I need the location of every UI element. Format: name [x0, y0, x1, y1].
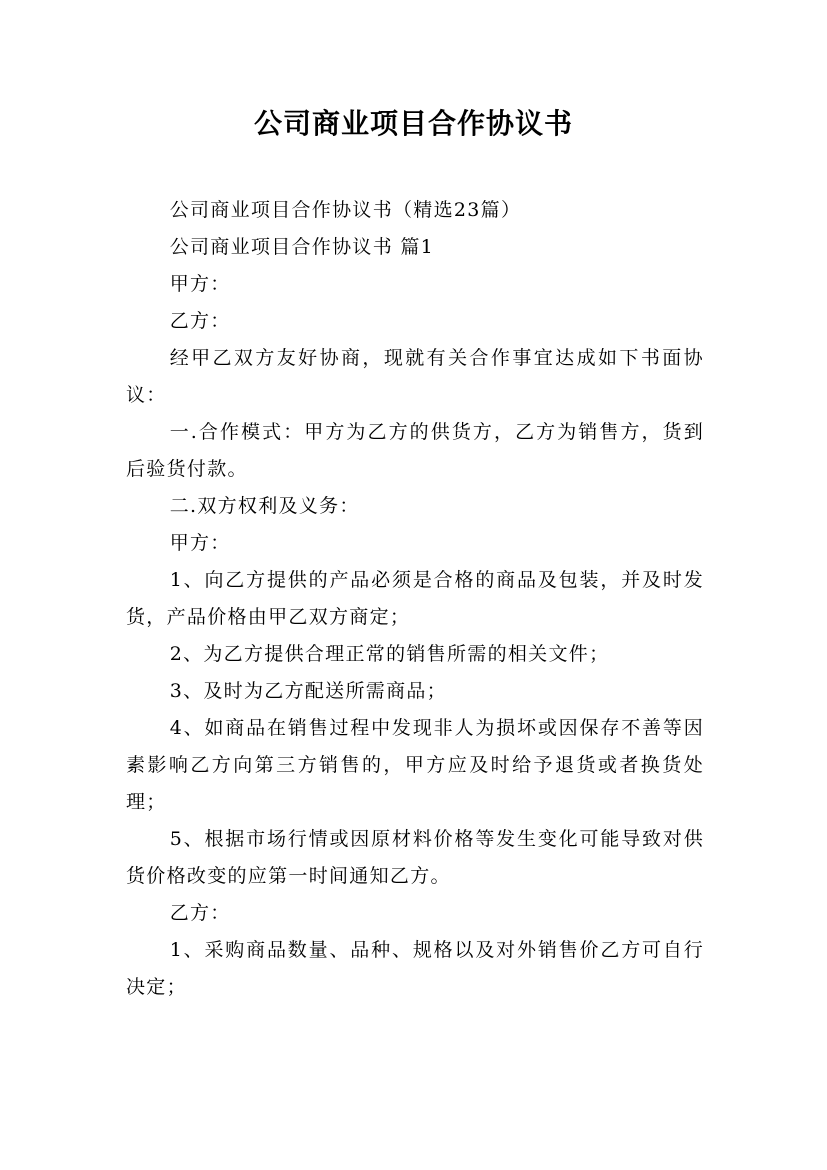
- paragraph-party-a-item-4: 4、如商品在销售过程中发现非人为损坏或因保存不善等因素影响乙方向第三方销售的，甲方应及时给予退货或者换货处理；: [126, 717, 704, 813]
- paragraph-party-a-item-5: 5、根据市场行情或因原材料价格等发生变化可能导致对供货价格改变的应第一时间通知乙方。: [126, 828, 704, 887]
- document-body: [126, 192, 704, 1006]
- paragraph-party-a-item-3: 3、及时为乙方配送所需商品；: [169, 680, 447, 702]
- paragraph-chapter-heading: 公司商业项目合作协议书 篇1: [169, 236, 435, 258]
- paragraph-party-a-heading: 甲方：: [169, 532, 231, 554]
- document-title: 公司商业项目合作协议书: [253, 107, 573, 140]
- paragraph-party-a: 甲方：: [169, 273, 231, 295]
- paragraph-party-a-item-2: 2、为乙方提供合理正常的销售所需的相关文件；: [169, 643, 610, 665]
- paragraph-party-b-item-1: 1、采购商品数量、品种、规格以及对外销售价乙方可自行决定；: [126, 939, 704, 998]
- paragraph-party-b: 乙方：: [169, 310, 231, 332]
- paragraph-rights-heading: 二.双方权利及义务：: [169, 495, 360, 517]
- paragraph-cooperation-mode: 一.合作模式：甲方为乙方的供货方，乙方为销售方，货到后验货付款。: [126, 421, 704, 480]
- paragraph-party-a-item-1: 1、向乙方提供的产品必须是合格的商品及包装，并及时发货，产品价格由甲乙双方商定；: [126, 569, 704, 628]
- paragraph-party-b-heading: 乙方：: [169, 902, 231, 924]
- paragraph-intro: 经甲乙双方友好协商，现就有关合作事宜达成如下书面协议：: [126, 347, 704, 406]
- paragraph-subtitle: 公司商业项目合作协议书（精选23篇）: [169, 199, 522, 221]
